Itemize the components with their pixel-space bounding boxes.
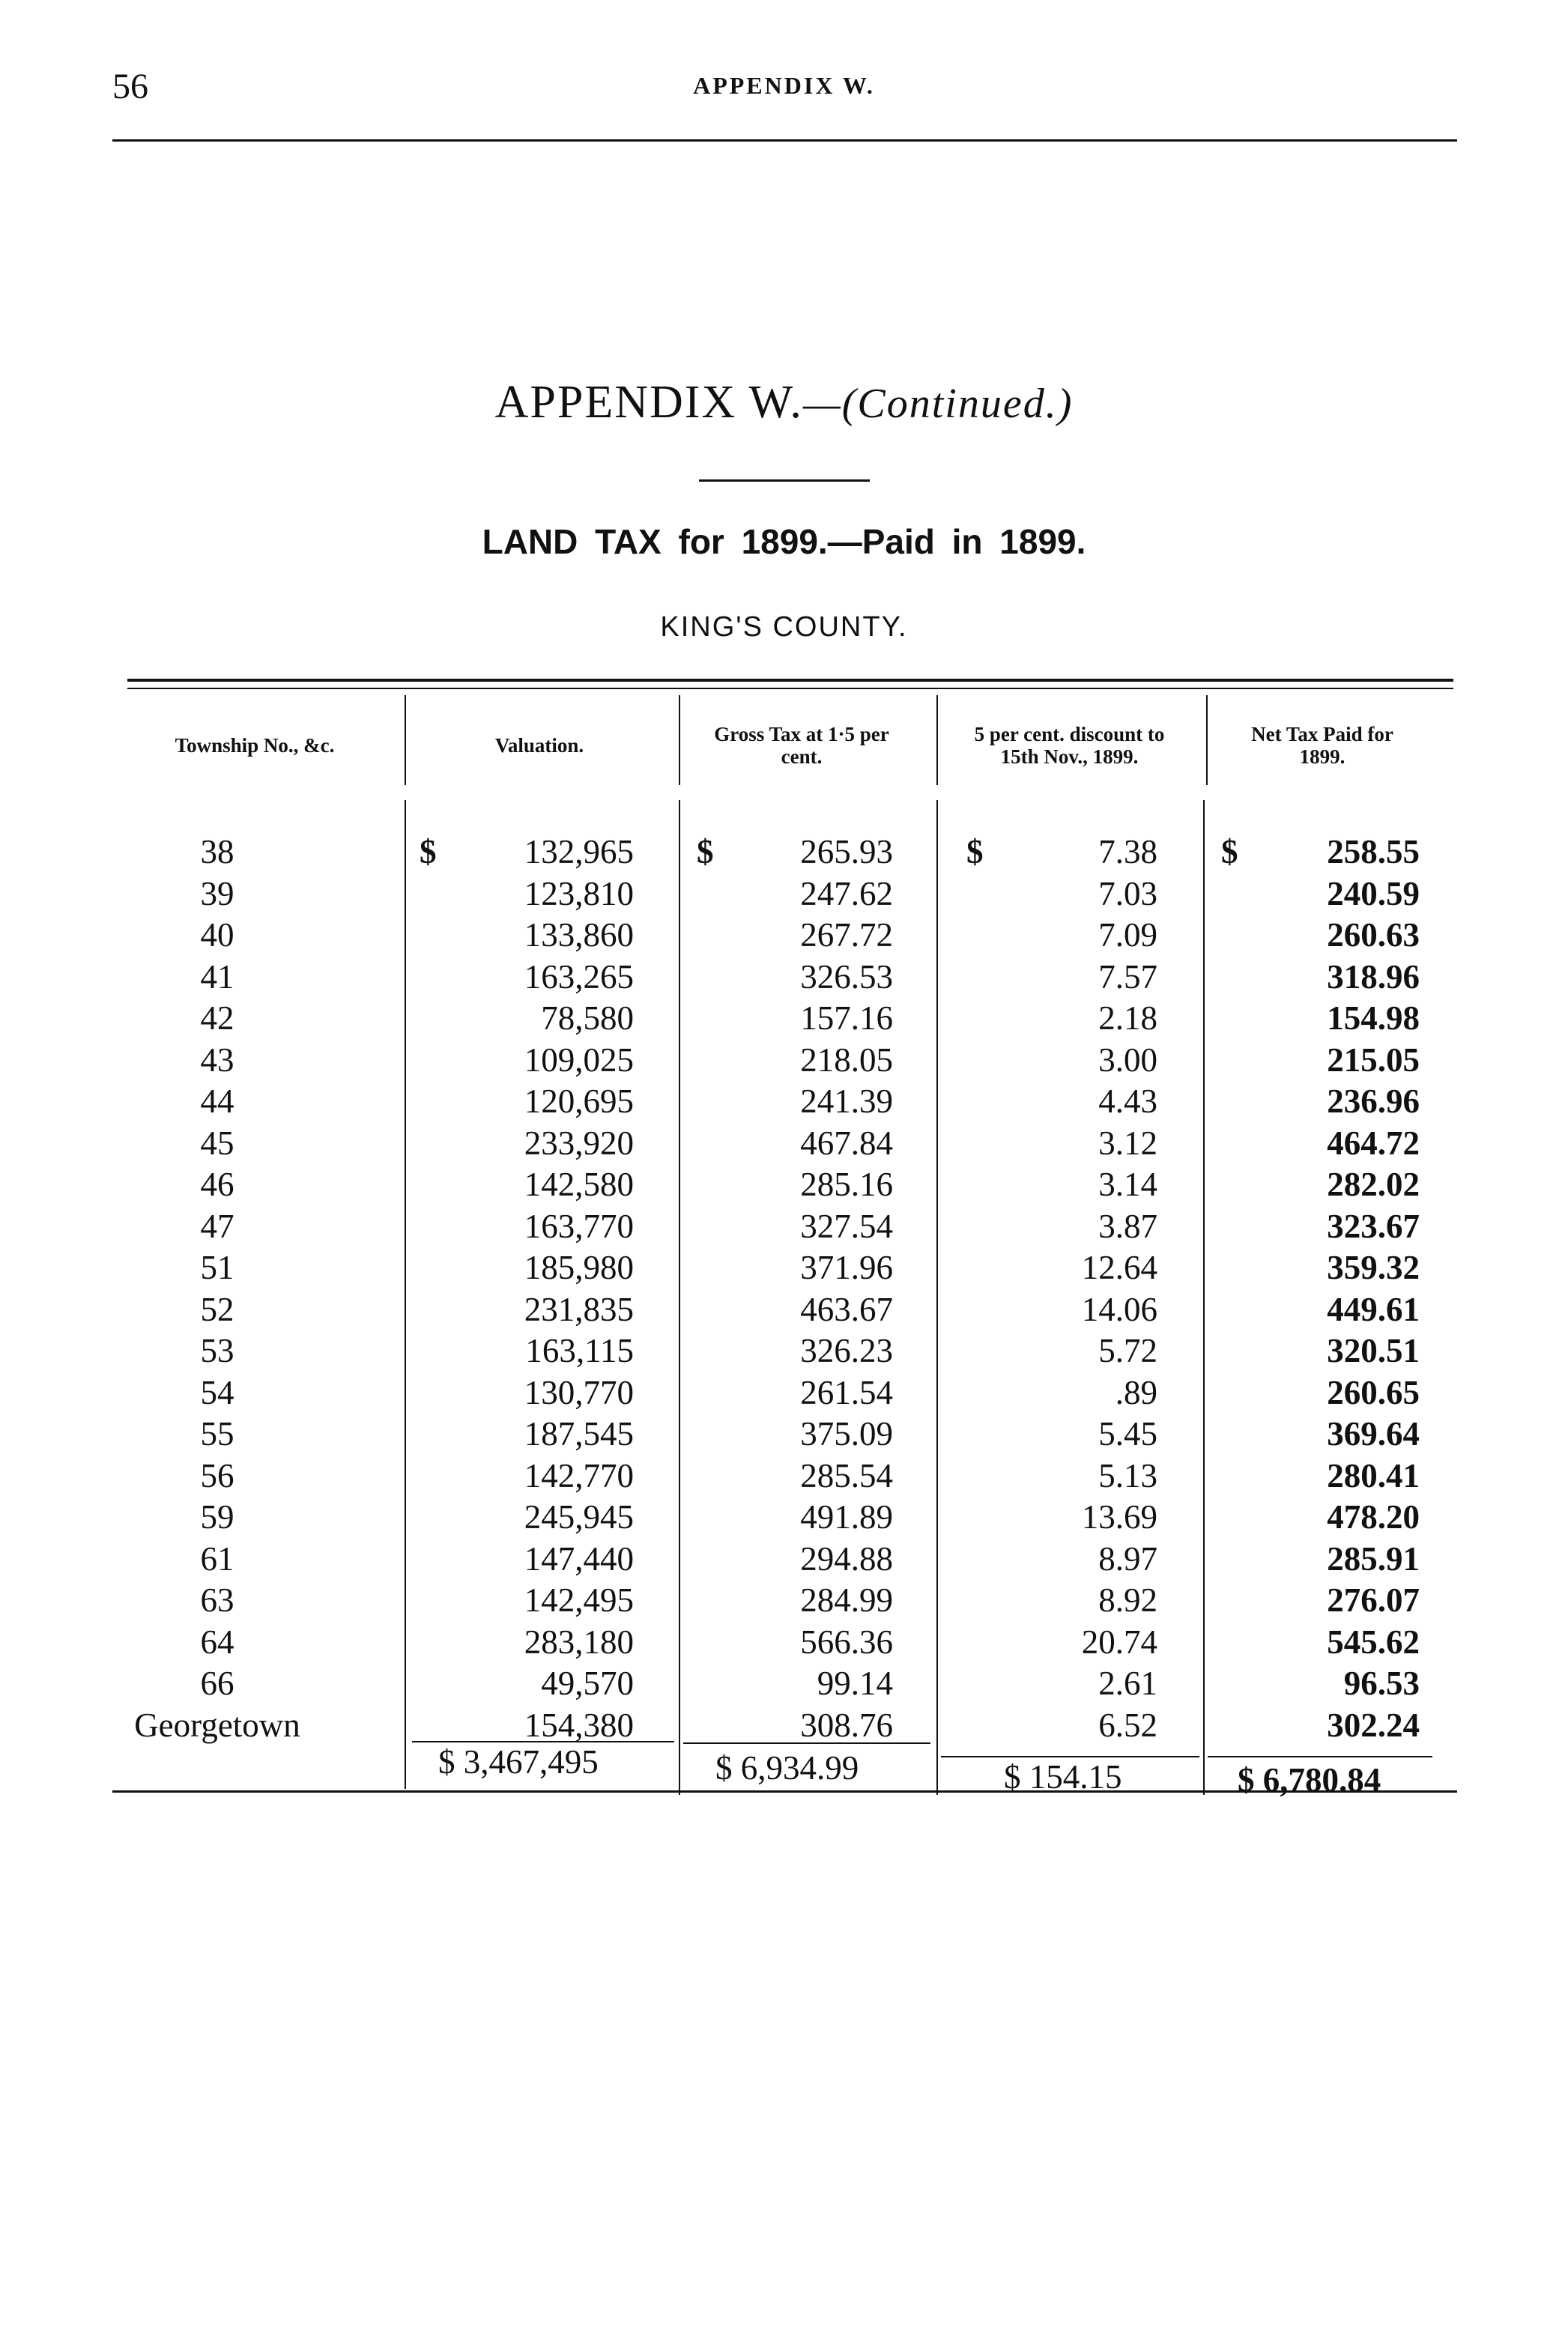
cell-gross-tax: 157.16 xyxy=(800,999,893,1037)
running-head: APPENDIX W. xyxy=(693,72,875,99)
total-rule xyxy=(683,1742,930,1744)
column-header-discount: 5 per cent. discount to 15th Nov., 1899. xyxy=(974,723,1165,768)
cell-gross-tax: 491.89 xyxy=(800,1498,893,1536)
column-gross-tax xyxy=(697,832,893,1746)
column-header-valuation: Valuation. xyxy=(494,734,584,757)
body-divider xyxy=(936,800,938,1795)
cell-gross-tax: 326.53 xyxy=(800,957,893,996)
cell-township: 66 xyxy=(200,1665,234,1702)
cell-net-tax: 280.41 xyxy=(1327,1456,1420,1494)
cell-net-tax: 478.20 xyxy=(1327,1498,1420,1536)
column-header-gross-tax: Gross Tax at 1·5 per cent. xyxy=(714,723,889,768)
cell-net-tax: 302.24 xyxy=(1327,1706,1420,1744)
cell-net-tax: 282.02 xyxy=(1327,1166,1420,1203)
cell-valuation: 163,265 xyxy=(524,957,634,996)
cell-township: 61 xyxy=(200,1539,234,1578)
cell-amount: 132,965 xyxy=(524,833,634,870)
cell-township: 53 xyxy=(200,1332,234,1369)
cell-valuation: 109,025 xyxy=(524,1041,634,1079)
cell-gross-tax: 285.54 xyxy=(800,1456,893,1494)
page-number: 56 xyxy=(112,67,148,106)
cell-amount: 258.55 xyxy=(1327,833,1420,870)
cell-gross-tax: 241.39 xyxy=(800,1082,893,1120)
cell-valuation: 133,860 xyxy=(524,916,634,954)
cell-net-tax: 323.67 xyxy=(1327,1207,1420,1245)
header-divider xyxy=(405,695,406,785)
cell-gross-tax: 99.14 xyxy=(817,1665,893,1702)
cell-township: 59 xyxy=(200,1498,234,1536)
total-net-tax: $ 6,780.84 xyxy=(1238,1761,1381,1799)
total-gross-tax: $ 6,934.99 xyxy=(715,1749,859,1787)
cell-net-tax: 154.98 xyxy=(1327,999,1420,1037)
total-discount: $ 154.15 xyxy=(1004,1758,1122,1796)
cell-net-tax: 236.96 xyxy=(1327,1082,1420,1120)
cell-township: 45 xyxy=(200,1124,234,1162)
cell-township: 52 xyxy=(200,1290,234,1328)
table-top-rule-thin xyxy=(127,688,1453,689)
cell-net-tax: 285.91 xyxy=(1327,1539,1420,1578)
cell-valuation: 130,770 xyxy=(524,1373,634,1411)
cell-discount: 6.52 xyxy=(1098,1706,1157,1744)
cell-discount: 3.00 xyxy=(1098,1041,1157,1079)
column-valuation xyxy=(420,832,634,1746)
table-bottom-rule xyxy=(112,1790,1457,1793)
cell-township: 55 xyxy=(200,1415,234,1453)
dollar-sign: $ xyxy=(697,833,714,870)
cell-valuation: 245,945 xyxy=(524,1498,634,1536)
cell-discount: 7.09 xyxy=(1098,916,1157,954)
total-rule xyxy=(1208,1756,1432,1757)
cell-discount: 14.06 xyxy=(1081,1290,1157,1328)
cell-gross-tax: 285.16 xyxy=(800,1166,893,1203)
cell-township: 41 xyxy=(200,957,234,996)
cell-township: 64 xyxy=(200,1623,234,1661)
cell-valuation: 120,695 xyxy=(524,1082,634,1120)
cell-township: 40 xyxy=(200,916,234,954)
table-top-rule xyxy=(127,679,1453,682)
cell-valuation: 78,580 xyxy=(541,999,634,1037)
cell-township: 42 xyxy=(200,999,234,1037)
dollar-sign: $ xyxy=(420,833,437,870)
dollar-sign: $ xyxy=(1221,833,1238,870)
cell-net-tax xyxy=(1221,832,1420,873)
cell-valuation: 233,920 xyxy=(524,1124,634,1162)
cell-amount: 7.38 xyxy=(1098,833,1157,870)
cell-discount: 5.13 xyxy=(1098,1456,1157,1494)
cell-discount: 2.61 xyxy=(1098,1665,1157,1702)
cell-township: 47 xyxy=(200,1207,234,1245)
header-divider xyxy=(679,695,680,785)
cell-valuation: 123,810 xyxy=(524,874,634,912)
cell-net-tax: 359.32 xyxy=(1327,1249,1420,1286)
cell-gross-tax: 267.72 xyxy=(800,916,893,954)
cell-valuation: 187,545 xyxy=(524,1415,634,1453)
cell-gross-tax: 294.88 xyxy=(800,1539,893,1578)
cell-discount: 3.14 xyxy=(1098,1166,1157,1203)
cell-discount: 5.72 xyxy=(1098,1332,1157,1369)
cell-gross-tax: 463.67 xyxy=(800,1290,893,1328)
header-divider xyxy=(1206,695,1208,785)
cell-township: Georgetown xyxy=(134,1706,300,1744)
cell-discount: 7.57 xyxy=(1098,957,1157,996)
cell-valuation: 142,495 xyxy=(524,1581,634,1619)
cell-gross-tax: 308.76 xyxy=(800,1706,893,1744)
cell-gross-tax xyxy=(697,832,893,873)
main-title xyxy=(0,376,1568,429)
subtitle: LAND TAX for 1899.—Paid in 1899. xyxy=(482,522,1086,561)
cell-gross-tax: 371.96 xyxy=(800,1249,893,1286)
cell-discount: 2.18 xyxy=(1098,999,1157,1037)
cell-gross-tax: 467.84 xyxy=(800,1124,893,1162)
cell-discount: 8.92 xyxy=(1098,1581,1157,1619)
header-divider xyxy=(936,695,938,785)
cell-township: 56 xyxy=(200,1456,234,1494)
body-divider xyxy=(679,800,680,1795)
total-valuation: $ 3,467,495 xyxy=(438,1743,599,1781)
cell-net-tax: 260.65 xyxy=(1327,1373,1420,1411)
cell-township: 51 xyxy=(200,1249,234,1286)
cell-net-tax: 369.64 xyxy=(1327,1415,1420,1453)
column-township xyxy=(105,832,330,1746)
column-header-township: Township No., &c. xyxy=(175,734,335,757)
cell-net-tax: 320.51 xyxy=(1327,1332,1420,1369)
cell-discount: 4.43 xyxy=(1098,1082,1157,1120)
cell-net-tax: 276.07 xyxy=(1327,1581,1420,1619)
cell-gross-tax: 284.99 xyxy=(800,1581,893,1619)
cell-discount: 5.45 xyxy=(1098,1415,1157,1453)
cell-township: 43 xyxy=(200,1041,234,1079)
body-divider xyxy=(1203,800,1205,1795)
cell-valuation: 283,180 xyxy=(524,1623,634,1661)
cell-amount: 265.93 xyxy=(800,833,893,870)
cell-valuation: 142,580 xyxy=(524,1166,634,1203)
title-rule xyxy=(699,479,870,482)
county-heading: KING'S COUNTY. xyxy=(660,611,908,643)
cell-gross-tax: 218.05 xyxy=(800,1041,893,1079)
cell-net-tax: 449.61 xyxy=(1327,1290,1420,1328)
cell-township: 54 xyxy=(200,1373,234,1411)
cell-valuation: 163,770 xyxy=(524,1207,634,1245)
cell-valuation: 142,770 xyxy=(524,1456,634,1494)
cell-discount: 8.97 xyxy=(1098,1539,1157,1578)
column-discount xyxy=(966,832,1157,1746)
cell-discount: 20.74 xyxy=(1081,1623,1157,1661)
cell-net-tax: 260.63 xyxy=(1327,916,1420,954)
cell-township: 38 xyxy=(200,833,234,870)
cell-valuation: 147,440 xyxy=(524,1539,634,1578)
cell-gross-tax: 566.36 xyxy=(800,1623,893,1661)
cell-valuation xyxy=(420,832,634,873)
head-rule xyxy=(112,139,1457,142)
cell-valuation: 49,570 xyxy=(541,1665,634,1702)
cell-net-tax: 240.59 xyxy=(1327,874,1420,912)
cell-gross-tax: 375.09 xyxy=(800,1415,893,1453)
cell-discount: 3.12 xyxy=(1098,1124,1157,1162)
cell-discount: 3.87 xyxy=(1098,1207,1157,1245)
cell-valuation: 154,380 xyxy=(524,1706,634,1744)
main-title-text: APPENDIX W. xyxy=(494,377,803,428)
cell-valuation: 185,980 xyxy=(524,1249,634,1286)
cell-net-tax: 545.62 xyxy=(1327,1623,1420,1661)
cell-valuation: 231,835 xyxy=(524,1290,634,1328)
cell-township: 39 xyxy=(200,874,234,912)
cell-discount: 12.64 xyxy=(1081,1249,1157,1286)
cell-discount: 13.69 xyxy=(1081,1498,1157,1536)
cell-gross-tax: 261.54 xyxy=(800,1373,893,1411)
cell-township: 44 xyxy=(200,1082,234,1120)
cell-discount xyxy=(966,832,1157,873)
dollar-sign: $ xyxy=(966,833,984,870)
cell-valuation: 163,115 xyxy=(525,1332,634,1369)
cell-gross-tax: 247.62 xyxy=(800,874,893,912)
cell-discount: .89 xyxy=(1115,1373,1157,1411)
cell-net-tax: 318.96 xyxy=(1327,957,1420,996)
body-divider xyxy=(405,800,406,1789)
cell-gross-tax: 326.23 xyxy=(800,1332,893,1369)
cell-net-tax: 96.53 xyxy=(1343,1665,1420,1702)
cell-net-tax: 215.05 xyxy=(1327,1041,1420,1079)
cell-discount: 7.03 xyxy=(1098,874,1157,912)
continued-label: —(Continued.) xyxy=(802,381,1074,427)
cell-gross-tax: 327.54 xyxy=(800,1207,893,1245)
column-header-net-tax: Net Tax Paid for 1899. xyxy=(1251,723,1393,768)
cell-township: 63 xyxy=(200,1581,234,1619)
cell-township: 46 xyxy=(200,1166,234,1203)
column-net-tax xyxy=(1221,832,1420,1746)
cell-net-tax: 464.72 xyxy=(1327,1124,1420,1162)
